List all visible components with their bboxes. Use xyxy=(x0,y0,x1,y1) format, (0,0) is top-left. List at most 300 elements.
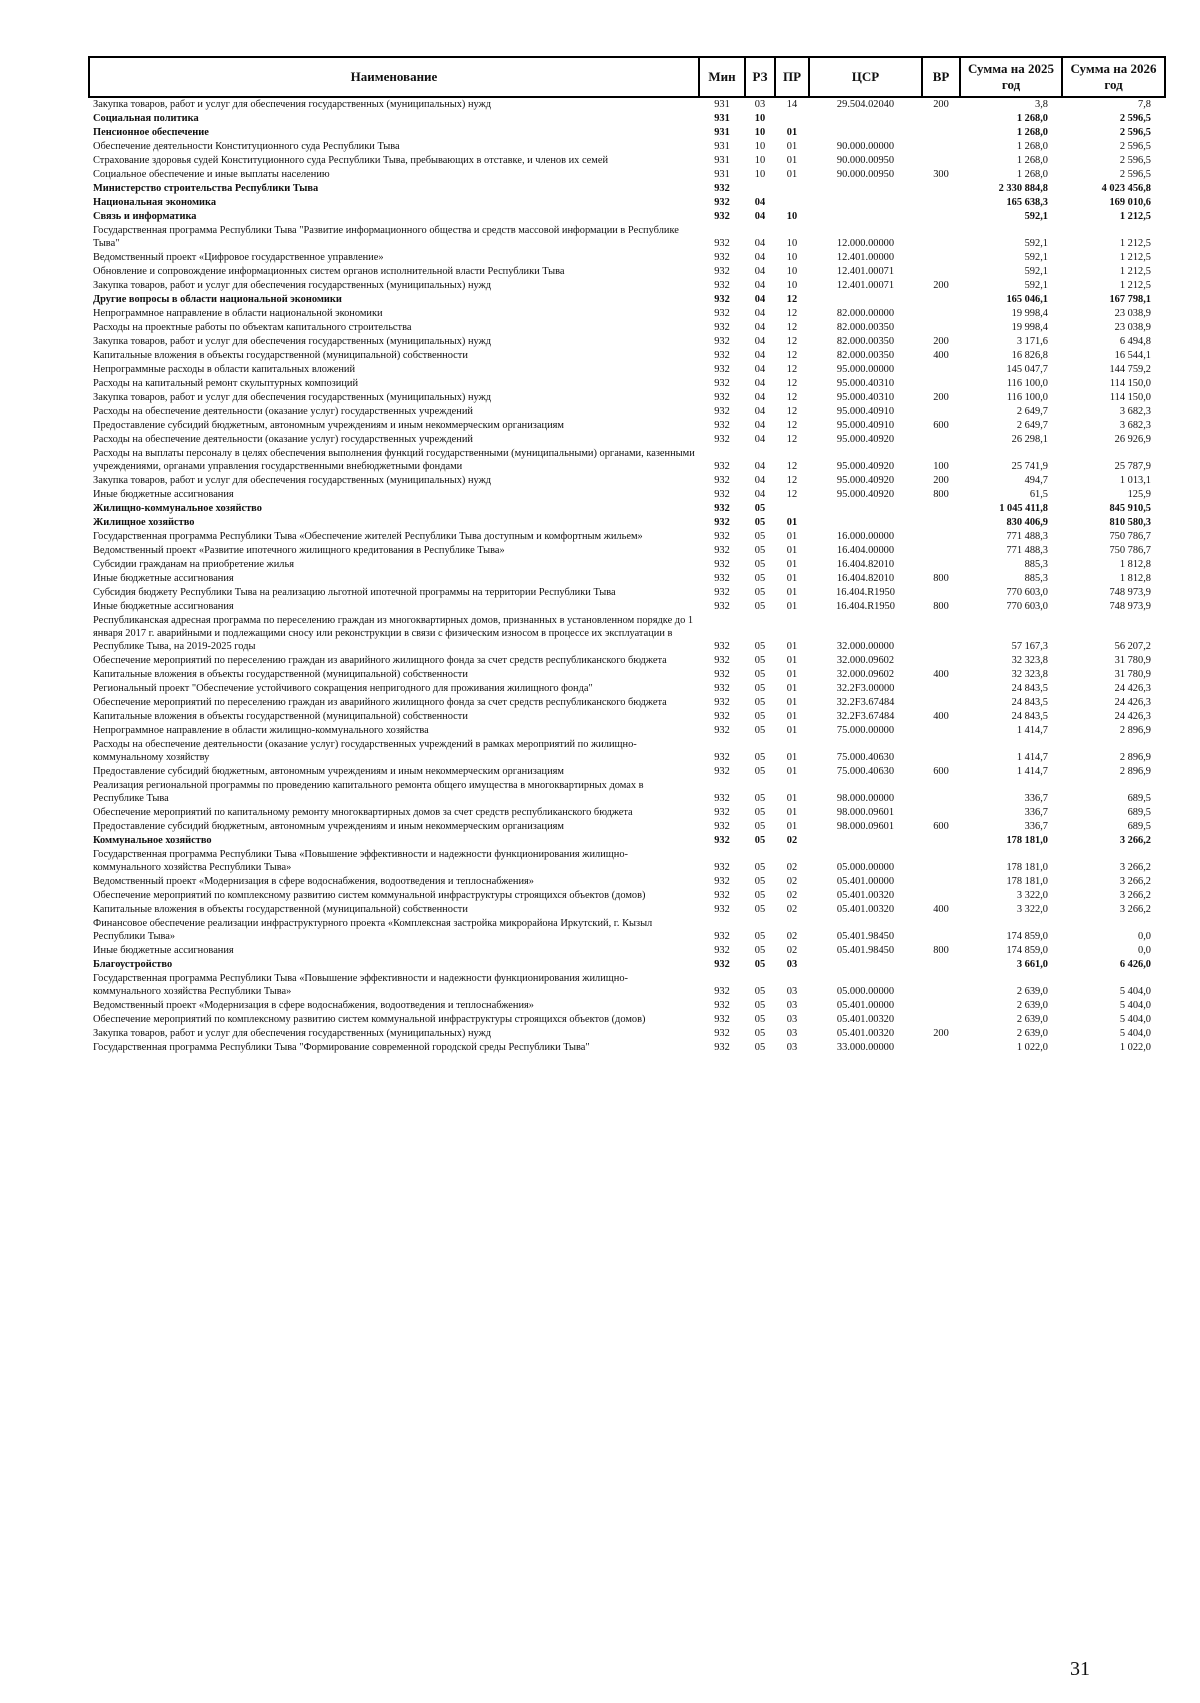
row-sum-2026: 24 426,3 xyxy=(1114,683,1151,694)
row-sum-2025: 1 414,7 xyxy=(1016,766,1048,777)
row-name: Обеспечение мероприятий по переселению граждан из аварийного жилищного фонда за счет средств республиканского бюджета xyxy=(93,697,667,708)
row-vr xyxy=(922,806,960,820)
row-pr: 01 xyxy=(786,766,798,777)
row-pr: 01 xyxy=(786,531,798,542)
row-min: 932 xyxy=(714,890,730,901)
row-min: 932 xyxy=(714,420,730,431)
row-pr: 12 xyxy=(786,308,798,319)
row-sum-2026: 845 910,5 xyxy=(1109,503,1151,514)
row-sum-2025: 3 171,6 xyxy=(1016,336,1048,347)
row-vr xyxy=(922,265,960,279)
row-vr xyxy=(922,154,960,168)
row-vr xyxy=(922,696,960,710)
table-row xyxy=(89,848,1165,875)
row-min: 932 xyxy=(714,711,730,722)
row-min: 932 xyxy=(714,1000,730,1011)
row-min: 932 xyxy=(714,183,730,194)
row-vr xyxy=(922,293,960,307)
row-min: 932 xyxy=(714,406,730,417)
table-row xyxy=(89,224,1165,251)
row-sum-2026: 3 266,2 xyxy=(1119,862,1151,873)
row-rz: 05 xyxy=(754,1028,766,1039)
table-row xyxy=(89,293,1165,307)
row-rz: 05 xyxy=(754,835,766,846)
budget-table xyxy=(88,56,1166,1055)
row-csr xyxy=(809,502,922,516)
row-rz: 05 xyxy=(754,683,766,694)
row-name: Обеспечение деятельности Конституционного суда Республики Тыва xyxy=(93,141,400,152)
row-sum-2026: 167 798,1 xyxy=(1109,294,1151,305)
row-sum-2026: 1 212,5 xyxy=(1119,266,1151,277)
row-sum-2025: 24 843,5 xyxy=(1011,697,1048,708)
row-min: 932 xyxy=(714,876,730,887)
table-row xyxy=(89,972,1165,999)
row-pr: 03 xyxy=(786,1028,798,1039)
row-name: Предоставление субсидий бюджетным, автономным учреждениям и иным некоммерческим организациям xyxy=(93,420,564,431)
row-rz: 10 xyxy=(754,113,766,124)
row-rz: 04 xyxy=(754,252,766,263)
row-sum-2025: 1 268,0 xyxy=(1016,141,1048,152)
row-min: 932 xyxy=(714,238,730,249)
row-pr: 12 xyxy=(786,392,798,403)
row-sum-2026: 6 426,0 xyxy=(1119,959,1151,970)
row-sum-2025: 3,8 xyxy=(1035,99,1048,110)
row-pr: 02 xyxy=(786,945,798,956)
row-rz: 04 xyxy=(754,420,766,431)
row-rz: 05 xyxy=(754,1000,766,1011)
row-name: Государственная программа Республики Тыва «Повышение эффективности и надежности функционирования жилищно-коммунального хозяйства Республики Тыва» xyxy=(93,849,629,873)
row-csr: 95.000.40310 xyxy=(836,378,895,389)
row-min: 932 xyxy=(714,559,730,570)
table-row xyxy=(89,779,1165,806)
row-rz: 05 xyxy=(754,959,766,970)
row-pr: 01 xyxy=(786,655,798,666)
row-csr: 29.504.02040 xyxy=(836,99,895,110)
table-row xyxy=(89,1041,1165,1055)
row-rz: 05 xyxy=(754,655,766,666)
row-csr: 75.000.00000 xyxy=(836,725,895,736)
row-sum-2025: 2 639,0 xyxy=(1016,986,1048,997)
row-name: Национальная экономика xyxy=(93,197,217,208)
header-min: Мин xyxy=(699,57,745,97)
row-vr xyxy=(922,999,960,1013)
row-sum-2026: 169 010,6 xyxy=(1109,197,1151,208)
row-csr: 33.000.00000 xyxy=(836,1042,895,1053)
row-vr xyxy=(922,363,960,377)
row-min: 932 xyxy=(714,489,730,500)
row-min: 932 xyxy=(714,904,730,915)
row-rz: 05 xyxy=(754,587,766,598)
row-rz: 04 xyxy=(754,294,766,305)
row-name: Государственная программа Республики Тыва "Развитие информационного общества и средств массовой информации в Республике Тыва" xyxy=(93,225,679,249)
table-row xyxy=(89,265,1165,279)
row-sum-2025: 2 649,7 xyxy=(1016,406,1048,417)
row-csr: 16.404.00000 xyxy=(836,545,895,556)
row-sum-2025: 1 268,0 xyxy=(1016,155,1048,166)
row-vr xyxy=(922,224,960,251)
row-sum-2026: 56 207,2 xyxy=(1114,641,1151,652)
row-sum-2025: 2 649,7 xyxy=(1016,420,1048,431)
row-name: Капитальные вложения в объекты государственной (муниципальной) собственности xyxy=(93,669,468,680)
row-sum-2026: 2 596,5 xyxy=(1119,169,1151,180)
row-sum-2025: 57 167,3 xyxy=(1011,641,1048,652)
row-sum-2026: 7,8 xyxy=(1138,99,1151,110)
row-name: Ведомственный проект «Модернизация в сфере водоснабжения, водоотведения и теплоснабжения» xyxy=(93,876,535,887)
row-min: 932 xyxy=(714,766,730,777)
row-rz: 05 xyxy=(754,601,766,612)
row-csr xyxy=(809,126,922,140)
row-pr xyxy=(775,196,809,210)
row-sum-2025: 830 406,9 xyxy=(1006,517,1048,528)
row-csr: 16.404.R1950 xyxy=(836,601,895,612)
row-name: Социальная политика xyxy=(93,113,199,124)
table-row xyxy=(89,614,1165,654)
row-sum-2026: 1 212,5 xyxy=(1119,280,1151,291)
row-min: 932 xyxy=(714,821,730,832)
row-sum-2026: 125,9 xyxy=(1127,489,1151,500)
row-sum-2025: 592,1 xyxy=(1024,280,1048,291)
row-name: Предоставление субсидий бюджетным, автономным учреждениям и иным некоммерческим организациям xyxy=(93,766,564,777)
row-vr xyxy=(922,848,960,875)
row-min: 931 xyxy=(714,127,730,138)
row-name: Обеспечение мероприятий по комплексному развитию систем коммунальной инфраструктуры строящихся объектов (домов) xyxy=(93,890,646,901)
row-min: 932 xyxy=(714,752,730,763)
row-sum-2025: 2 639,0 xyxy=(1016,1028,1048,1039)
row-vr: 600 xyxy=(933,420,949,431)
row-name: Субсидии гражданам на приобретение жилья xyxy=(93,559,294,570)
table-row xyxy=(89,363,1165,377)
row-sum-2025: 145 047,7 xyxy=(1006,364,1048,375)
row-rz: 05 xyxy=(754,711,766,722)
header-rz: РЗ xyxy=(745,57,775,97)
row-rz: 05 xyxy=(754,821,766,832)
row-sum-2025: 336,7 xyxy=(1024,793,1048,804)
row-pr: 01 xyxy=(786,573,798,584)
row-rz: 05 xyxy=(754,766,766,777)
table-row xyxy=(89,903,1165,917)
table-row xyxy=(89,710,1165,724)
row-min: 932 xyxy=(714,364,730,375)
table-row xyxy=(89,335,1165,349)
row-vr xyxy=(922,958,960,972)
row-sum-2025: 25 741,9 xyxy=(1011,461,1048,472)
row-sum-2025: 32 323,8 xyxy=(1011,669,1048,680)
row-pr: 01 xyxy=(786,127,798,138)
row-sum-2025: 3 322,0 xyxy=(1016,904,1048,915)
row-name: Республиканская адресная программа по переселению граждан из многоквартирных домов, признанных в установленном порядке до 1 января 2017 г. аварийными и подлежащими сносу или реконструкции в связи с физическим износом в процессе их эксплуатации в Республике Тыва, на 2019-2025 годы xyxy=(93,615,694,652)
row-min: 932 xyxy=(714,725,730,736)
row-vr xyxy=(922,112,960,126)
row-sum-2026: 3 682,3 xyxy=(1119,406,1151,417)
row-name: Государственная программа Республики Тыва "Формирование современной городской среды Республики Тыва" xyxy=(93,1042,590,1053)
row-csr: 32.2F3.67484 xyxy=(836,711,895,722)
row-name: Закупка товаров, работ и услуг для обеспечения государственных (муниципальных) нужд xyxy=(93,336,492,347)
row-csr xyxy=(809,112,922,126)
row-rz: 04 xyxy=(754,461,766,472)
row-csr: 95.000.40920 xyxy=(836,434,895,445)
row-name: Расходы на выплаты персоналу в целях обеспечения выполнения функций государственными (муниципальными) органами, казенными учреждениями, органами управления государственными внебюджетными фондами xyxy=(93,448,695,472)
row-sum-2025: 24 843,5 xyxy=(1011,683,1048,694)
table-row xyxy=(89,765,1165,779)
row-min: 932 xyxy=(714,835,730,846)
row-vr xyxy=(922,779,960,806)
row-vr: 200 xyxy=(933,336,949,347)
row-sum-2025: 1 414,7 xyxy=(1016,725,1048,736)
row-pr: 12 xyxy=(786,434,798,445)
row-pr: 01 xyxy=(786,697,798,708)
row-rz: 05 xyxy=(754,931,766,942)
table-row xyxy=(89,168,1165,182)
row-csr xyxy=(809,958,922,972)
row-vr: 600 xyxy=(933,766,949,777)
row-sum-2026: 1 212,5 xyxy=(1119,211,1151,222)
table-header xyxy=(89,57,1165,97)
row-pr: 01 xyxy=(786,683,798,694)
header-pr: ПР xyxy=(775,57,809,97)
row-pr: 10 xyxy=(786,211,798,222)
row-vr xyxy=(922,405,960,419)
row-vr: 400 xyxy=(933,350,949,361)
row-name: Закупка товаров, работ и услуг для обеспечения государственных (муниципальных) нужд xyxy=(93,280,492,291)
row-min: 932 xyxy=(714,945,730,956)
row-sum-2026: 3 266,2 xyxy=(1119,835,1151,846)
row-sum-2026: 2 596,5 xyxy=(1119,155,1151,166)
row-vr xyxy=(922,321,960,335)
row-csr: 32.000.09602 xyxy=(836,669,895,680)
row-name: Расходы на капитальный ремонт скульптурных композиций xyxy=(93,378,359,389)
row-pr: 01 xyxy=(786,641,798,652)
row-rz: 05 xyxy=(754,545,766,556)
row-sum-2026: 3 266,2 xyxy=(1119,904,1151,915)
row-sum-2025: 592,1 xyxy=(1024,266,1048,277)
row-sum-2025: 165 046,1 xyxy=(1006,294,1048,305)
row-sum-2025: 178 181,0 xyxy=(1006,876,1048,887)
row-min: 932 xyxy=(714,655,730,666)
row-min: 932 xyxy=(714,1014,730,1025)
row-name: Реализация региональной программы по проведению капитального ремонта общего имущества в многоквартирных домах в Республике Тыва xyxy=(93,780,644,804)
table-row xyxy=(89,1027,1165,1041)
row-sum-2025: 336,7 xyxy=(1024,821,1048,832)
row-rz: 05 xyxy=(754,559,766,570)
row-csr: 05.000.00000 xyxy=(836,862,895,873)
row-sum-2025: 336,7 xyxy=(1024,807,1048,818)
table-row xyxy=(89,182,1165,196)
table-row xyxy=(89,488,1165,502)
row-sum-2026: 1 812,8 xyxy=(1119,573,1151,584)
row-pr: 10 xyxy=(786,266,798,277)
row-rz: 04 xyxy=(754,392,766,403)
row-pr: 01 xyxy=(786,155,798,166)
row-name: Непрограммное направление в области жилищно-коммунального хозяйства xyxy=(93,725,429,736)
row-sum-2026: 1 013,1 xyxy=(1119,475,1151,486)
table-row xyxy=(89,696,1165,710)
table-row xyxy=(89,516,1165,530)
table-row xyxy=(89,738,1165,765)
row-pr: 01 xyxy=(786,807,798,818)
header-csr: ЦСР xyxy=(809,57,922,97)
row-csr: 75.000.40630 xyxy=(836,766,895,777)
table-row xyxy=(89,820,1165,834)
row-csr: 16.404.82010 xyxy=(836,559,895,570)
row-sum-2026: 1 812,8 xyxy=(1119,559,1151,570)
row-name: Жилищно-коммунальное хозяйство xyxy=(93,503,262,514)
row-csr: 95.000.40920 xyxy=(836,461,895,472)
row-min: 932 xyxy=(714,294,730,305)
row-min: 932 xyxy=(714,461,730,472)
row-sum-2026: 31 780,9 xyxy=(1114,669,1151,680)
row-pr: 12 xyxy=(786,322,798,333)
row-sum-2026: 750 786,7 xyxy=(1109,531,1151,542)
row-sum-2026: 24 426,3 xyxy=(1114,697,1151,708)
row-min: 932 xyxy=(714,697,730,708)
row-sum-2025: 2 639,0 xyxy=(1016,1000,1048,1011)
row-csr xyxy=(809,516,922,530)
row-sum-2026: 810 580,3 xyxy=(1109,517,1151,528)
row-csr: 95.000.00000 xyxy=(836,364,895,375)
row-min: 932 xyxy=(714,252,730,263)
row-sum-2026: 2 596,5 xyxy=(1119,113,1151,124)
row-csr: 95.000.40910 xyxy=(836,406,895,417)
row-vr: 400 xyxy=(933,904,949,915)
row-csr: 82.000.00350 xyxy=(836,350,895,361)
row-name: Обеспечение мероприятий по капитальному ремонту многоквартирных домов за счет средств республиканского бюджета xyxy=(93,807,633,818)
row-min: 932 xyxy=(714,475,730,486)
table-row xyxy=(89,875,1165,889)
table-row xyxy=(89,349,1165,363)
row-sum-2025: 178 181,0 xyxy=(1006,862,1048,873)
row-sum-2026: 1 212,5 xyxy=(1119,238,1151,249)
row-csr: 16.404.82010 xyxy=(836,573,895,584)
row-sum-2025: 1 268,0 xyxy=(1016,127,1048,138)
row-rz: 10 xyxy=(754,141,766,152)
row-csr: 90.000.00950 xyxy=(836,155,895,166)
row-min: 932 xyxy=(714,573,730,584)
row-min: 932 xyxy=(714,669,730,680)
row-csr: 05.401.98450 xyxy=(836,931,895,942)
row-min: 932 xyxy=(714,807,730,818)
table-row xyxy=(89,668,1165,682)
row-sum-2025: 1 268,0 xyxy=(1016,169,1048,180)
row-pr: 12 xyxy=(786,350,798,361)
row-min: 932 xyxy=(714,793,730,804)
row-sum-2025: 1 268,0 xyxy=(1016,113,1048,124)
row-csr xyxy=(809,210,922,224)
row-pr: 01 xyxy=(786,793,798,804)
row-min: 932 xyxy=(714,931,730,942)
row-pr xyxy=(775,502,809,516)
row-csr: 95.000.40310 xyxy=(836,392,895,403)
row-name: Иные бюджетные ассигнования xyxy=(93,601,234,612)
row-sum-2026: 750 786,7 xyxy=(1109,545,1151,556)
row-rz: 04 xyxy=(754,364,766,375)
row-vr xyxy=(922,972,960,999)
row-csr: 12.401.00071 xyxy=(836,280,895,291)
row-csr: 32.000.00000 xyxy=(836,641,895,652)
row-name: Капитальные вложения в объекты государственной (муниципальной) собственности xyxy=(93,904,468,915)
row-name: Социальное обеспечение и иные выплаты населению xyxy=(93,169,330,180)
table-row xyxy=(89,433,1165,447)
row-sum-2026: 689,5 xyxy=(1127,821,1151,832)
row-sum-2026: 1 212,5 xyxy=(1119,252,1151,263)
row-sum-2026: 4 023 456,8 xyxy=(1101,183,1151,194)
row-min: 931 xyxy=(714,113,730,124)
row-name: Расходы на обеспечение деятельности (оказание услуг) государственных учреждений xyxy=(93,434,473,445)
row-min: 932 xyxy=(714,1028,730,1039)
row-vr xyxy=(922,614,960,654)
table-row xyxy=(89,600,1165,614)
row-rz: 05 xyxy=(754,531,766,542)
row-min: 932 xyxy=(714,378,730,389)
row-sum-2026: 1 022,0 xyxy=(1119,1042,1151,1053)
row-sum-2025: 592,1 xyxy=(1024,211,1048,222)
row-min: 932 xyxy=(714,959,730,970)
row-pr: 01 xyxy=(786,752,798,763)
row-sum-2025: 592,1 xyxy=(1024,238,1048,249)
row-vr xyxy=(922,875,960,889)
row-name: Ведомственный проект «Развитие ипотечного жилищного кредитования в Республике Тыва» xyxy=(93,545,505,556)
table-row xyxy=(89,154,1165,168)
row-csr: 12.401.00000 xyxy=(836,252,895,263)
row-sum-2026: 23 038,9 xyxy=(1114,308,1151,319)
row-name: Расходы на обеспечение деятельности (оказание услуг) государственных учреждений в рамках мероприятий по жилищно-коммунальному хозяйству xyxy=(93,739,637,763)
row-vr xyxy=(922,530,960,544)
row-vr xyxy=(922,307,960,321)
row-csr xyxy=(809,293,922,307)
row-sum-2025: 592,1 xyxy=(1024,252,1048,263)
row-rz: 05 xyxy=(754,641,766,652)
row-sum-2026: 16 544,1 xyxy=(1114,350,1151,361)
row-rz: 05 xyxy=(754,1014,766,1025)
row-pr: 01 xyxy=(786,559,798,570)
row-pr: 14 xyxy=(786,99,798,110)
row-vr xyxy=(922,502,960,516)
row-pr: 01 xyxy=(786,141,798,152)
row-name: Иные бюджетные ассигнования xyxy=(93,945,234,956)
row-vr: 800 xyxy=(933,945,949,956)
table-row xyxy=(89,97,1165,112)
row-pr: 12 xyxy=(786,378,798,389)
row-csr: 16.404.R1950 xyxy=(836,587,895,598)
row-vr xyxy=(922,377,960,391)
row-pr: 01 xyxy=(786,517,798,528)
row-vr: 200 xyxy=(933,392,949,403)
row-name: Закупка товаров, работ и услуг для обеспечения государственных (муниципальных) нужд xyxy=(93,392,492,403)
row-pr: 12 xyxy=(786,420,798,431)
row-sum-2026: 5 404,0 xyxy=(1119,986,1151,997)
row-csr: 05.401.00000 xyxy=(836,1000,895,1011)
row-rz: 04 xyxy=(754,308,766,319)
row-sum-2025: 19 998,4 xyxy=(1011,322,1048,333)
row-min: 931 xyxy=(714,169,730,180)
row-min: 932 xyxy=(714,392,730,403)
row-rz: 03 xyxy=(754,99,766,110)
row-sum-2026: 2 896,9 xyxy=(1119,766,1151,777)
row-vr xyxy=(922,917,960,944)
table-row xyxy=(89,586,1165,600)
row-rz: 04 xyxy=(754,266,766,277)
row-pr: 03 xyxy=(786,1042,798,1053)
row-min: 932 xyxy=(714,986,730,997)
row-rz: 05 xyxy=(754,503,766,514)
row-name: Капитальные вложения в объекты государственной (муниципальной) собственности xyxy=(93,350,468,361)
row-sum-2026: 2 596,5 xyxy=(1119,127,1151,138)
row-rz: 10 xyxy=(754,169,766,180)
table-row xyxy=(89,140,1165,154)
row-name: Закупка товаров, работ и услуг для обеспечения государственных (муниципальных) нужд xyxy=(93,1028,492,1039)
row-rz: 05 xyxy=(754,517,766,528)
table-row xyxy=(89,210,1165,224)
table-row xyxy=(89,196,1165,210)
